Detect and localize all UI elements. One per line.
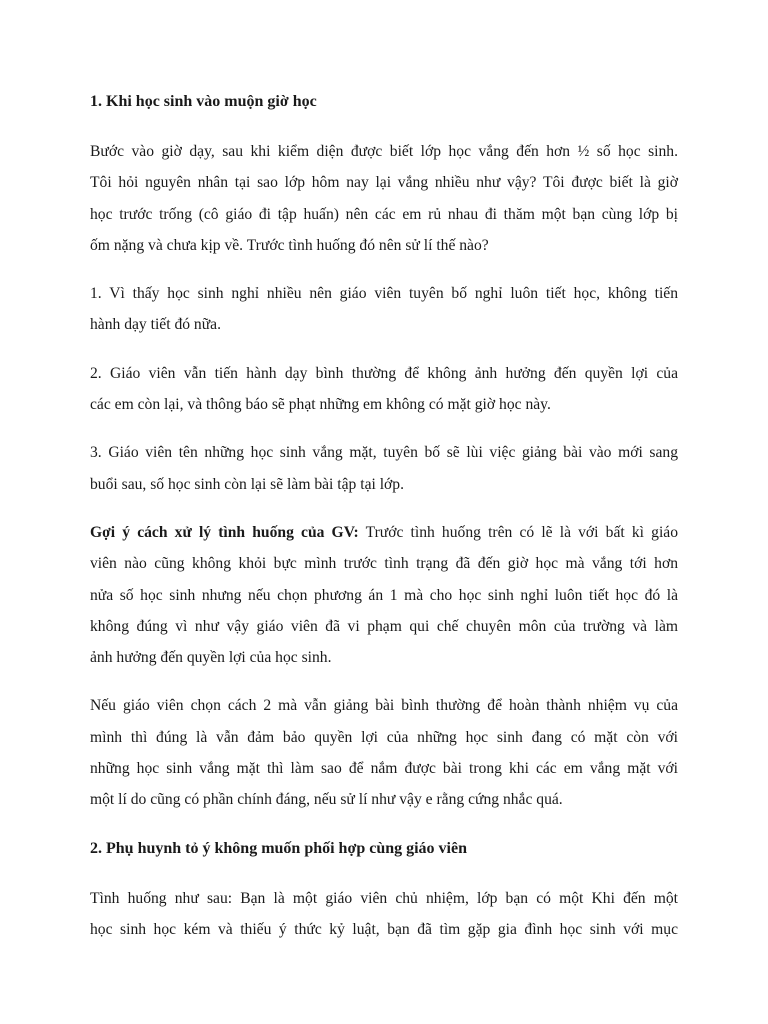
text-line: nửa số học sinh nhưng nếu chọn phương án 1 mà cho học sinh nghỉ luôn tiết học đó là bbox=[90, 586, 678, 604]
text-line: Tình huống như sau: Bạn là một giáo viên chủ nhiệm, lớp bạn có một Khi đến một bbox=[90, 889, 678, 907]
paragraph-suggestion bbox=[90, 517, 678, 673]
text-line: ốm nặng và chưa kịp về. Trước tình huống đó nên sử lí thế nào? bbox=[90, 236, 489, 254]
paragraph-intro bbox=[90, 136, 678, 261]
text-line: mình thì đúng là vẫn đảm bảo quyền lợi của những học sinh đang có mặt còn với bbox=[90, 728, 678, 746]
suggestion-text: Trước tình huống trên có lẽ là với bất kì giáo bbox=[358, 523, 678, 541]
paragraph-option-2 bbox=[90, 358, 678, 421]
text-line: không đúng vì như vậy giáo viên đã vi phạm qui chế chuyên môn của trường và làm bbox=[90, 617, 678, 635]
text-line: các em còn lại, và thông báo sẽ phạt những em không có mặt giờ học này. bbox=[90, 396, 551, 414]
text-line: một lí do cũng có phần chính đáng, nếu sử lí như vậy e rằng cứng nhắc quá. bbox=[90, 791, 563, 809]
text-line: 2. Giáo viên vẫn tiến hành dạy bình thường để không ảnh hưởng đến quyền lợi của bbox=[90, 364, 678, 382]
text-line: 3. Giáo viên tên những học sinh vắng mặt, tuyên bố sẽ lùi việc giảng bài vào mới sang bbox=[90, 444, 678, 462]
text-line: 1. Vì thấy học sinh nghỉ nhiều nên giáo viên tuyên bố nghỉ luôn tiết học, không tiến bbox=[90, 285, 678, 303]
document-page bbox=[90, 86, 678, 962]
suggestion-label: Gợi ý cách xử lý tình huống của GV: bbox=[90, 523, 359, 541]
text-line: Bước vào giờ dạy, sau khi kiểm diện được biết lớp học vắng đến hơn ½ số học sinh. bbox=[90, 143, 678, 160]
text-line bbox=[90, 517, 678, 548]
text-line: ảnh hưởng đến quyền lợi của học sinh. bbox=[90, 649, 332, 667]
text-line: những học sinh vắng mặt thì làm sao để nắm được bài trong khi các em vắng mặt với bbox=[90, 760, 678, 778]
paragraph-option-2-analysis bbox=[90, 690, 678, 815]
text-line: hành dạy tiết đó nữa. bbox=[90, 316, 222, 334]
paragraph-option-3 bbox=[90, 437, 678, 500]
text-line: học sinh học kém và thiếu ý thức kỷ luật, bạn đã tìm gặp gia đình học sinh với mục bbox=[90, 920, 678, 938]
section-heading-2: 2. Phụ huynh tỏ ý không muốn phối hợp cùng giáo viên bbox=[90, 839, 467, 857]
text-line: Nếu giáo viên chọn cách 2 mà vẫn giảng bài bình thường để hoàn thành nhiệm vụ của bbox=[90, 697, 678, 715]
section-heading-1: 1. Khi học sinh vào muộn giờ học bbox=[90, 93, 317, 110]
paragraph-option-1 bbox=[90, 278, 678, 341]
text-line: viên nào cũng không khỏi bực mình trước tình trạng đã đến giờ học mà vắng tới hơn bbox=[90, 555, 678, 573]
text-line: học trước trống (cô giáo đi tập huấn) nên các em rủ nhau đi thăm một bạn cùng lớp bị bbox=[90, 205, 678, 223]
paragraph-situation bbox=[90, 883, 678, 946]
text-line: Tôi hỏi nguyên nhân tại sao lớp hôm nay lại vắng nhiều như vậy? Tôi được biết là giờ bbox=[90, 174, 678, 192]
text-line: buổi sau, số học sinh còn lại sẽ làm bài tập tại lớp. bbox=[90, 475, 404, 493]
